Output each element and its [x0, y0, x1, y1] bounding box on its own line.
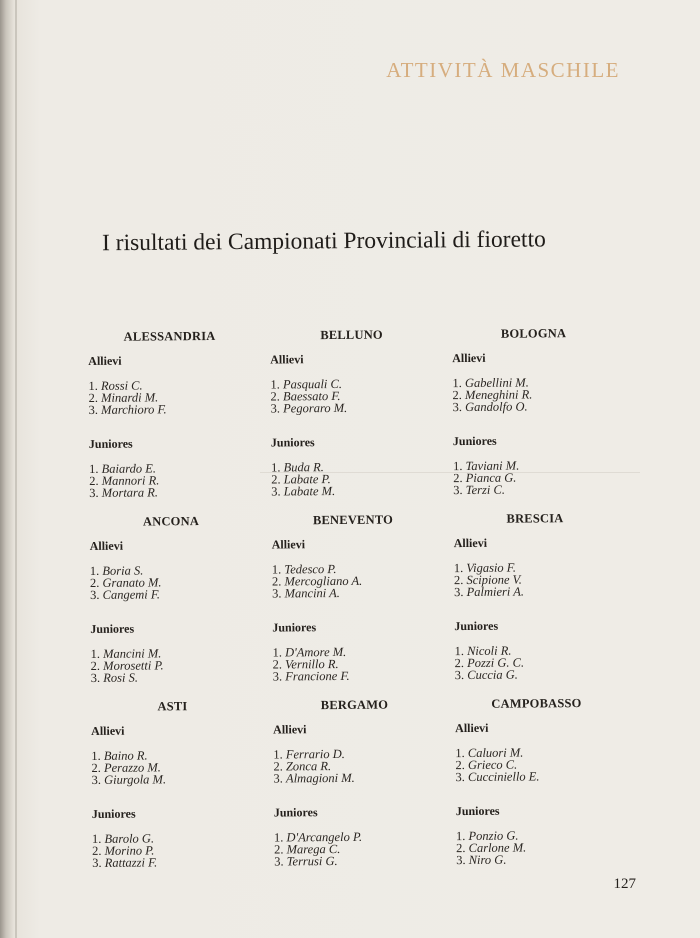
- athlete-name: Mortara R.: [101, 485, 159, 500]
- category-juniores: Juniores: [90, 621, 135, 636]
- rank-number: 2.: [89, 473, 102, 488]
- allievi-list: [270, 377, 439, 414]
- juniores-list: [89, 462, 258, 499]
- category-allievi: Allievi: [91, 723, 125, 738]
- rank-number: 2.: [272, 657, 286, 672]
- rank-number: 3.: [455, 769, 469, 785]
- rank-number: 2.: [271, 472, 284, 487]
- rank-number: 1.: [452, 375, 465, 391]
- rank-number: 2.: [88, 390, 102, 405]
- athlete-name: Terrusi G.: [286, 854, 338, 869]
- athlete-name: Perazzo M.: [103, 760, 161, 775]
- athlete-name: Niro G.: [468, 852, 507, 867]
- category-allievi: Allievi: [88, 353, 122, 368]
- page-title: I risultati dei Campionati Provinciali di fioretto: [101, 226, 546, 257]
- rank-number: 3.: [271, 484, 284, 499]
- rank-number: 2.: [92, 843, 105, 858]
- athlete-name: Morosetti P.: [103, 658, 164, 673]
- province-block: [447, 511, 623, 681]
- athlete-name: Mancini A.: [284, 585, 340, 601]
- province-name: ALESSANDRIA: [123, 328, 216, 344]
- category-juniores: Juniores: [452, 433, 497, 449]
- rank-number: 3.: [273, 771, 287, 786]
- province-block: [449, 696, 625, 866]
- rank-number: 3.: [453, 482, 466, 498]
- athlete-name: Gandolfo O.: [465, 399, 528, 414]
- juniores-list: [274, 830, 443, 867]
- category-allievi: Allievi: [453, 535, 488, 551]
- ranking-entry: [453, 400, 622, 413]
- category-juniores: Juniores: [270, 435, 315, 450]
- ranking-entry: [455, 770, 624, 783]
- athlete-name: Terzi C.: [465, 482, 505, 497]
- category-juniores: Juniores: [455, 803, 500, 819]
- athlete-name: Labate M.: [283, 484, 336, 499]
- rank-number: 1.: [271, 562, 285, 577]
- rank-number: 1.: [273, 747, 286, 762]
- allievi-list: [90, 564, 259, 601]
- rank-number: 2.: [454, 655, 468, 671]
- ranking-entry: [456, 853, 625, 866]
- page-number: 127: [613, 876, 636, 892]
- athlete-name: Palmieri A.: [466, 584, 525, 599]
- rank-number: 2.: [273, 759, 286, 774]
- athlete-name: Gabellini M.: [464, 375, 529, 390]
- rank-number: 2.: [455, 757, 468, 773]
- athlete-name: Boria S.: [102, 563, 144, 578]
- athlete-name: Buda R.: [283, 460, 324, 475]
- rank-number: 2.: [453, 572, 467, 588]
- athlete-name: Pasquali C.: [282, 376, 343, 392]
- athlete-name: Almagioni M.: [285, 770, 355, 786]
- allievi-list: [455, 746, 624, 783]
- category-allievi: Allievi: [89, 538, 124, 553]
- juniores-list: [90, 647, 259, 684]
- province-name: BERGAMO: [320, 697, 389, 713]
- athlete-name: Minardi M.: [100, 390, 159, 405]
- category-allievi: Allievi: [455, 720, 489, 736]
- athlete-name: Granato M.: [102, 575, 162, 590]
- athlete-name: Nicoli R.: [466, 643, 512, 658]
- category-juniores: Juniores: [454, 618, 499, 634]
- athlete-name: Vigasio F.: [466, 560, 516, 575]
- juniores-list: [92, 832, 261, 869]
- province-name: ASTI: [157, 699, 188, 714]
- allievi-list: [91, 749, 260, 786]
- rank-number: 1.: [271, 460, 284, 475]
- athlete-name: D'Arcangelo P.: [286, 829, 363, 845]
- ranking-entry: [91, 671, 260, 684]
- athlete-name: Mercogliano A.: [284, 573, 363, 589]
- athlete-name: Marega C.: [286, 841, 341, 857]
- ranking-entry: [454, 585, 623, 598]
- ranking-entry: [271, 484, 440, 497]
- athlete-name: Zonca R.: [285, 759, 332, 774]
- athlete-name: Baessato F.: [282, 388, 341, 404]
- province-block: [85, 699, 261, 869]
- allievi-list: [452, 376, 621, 413]
- athlete-name: Caluori M.: [467, 745, 524, 760]
- rank-number: 1.: [91, 748, 104, 763]
- athlete-name: Marchioro F.: [101, 402, 167, 417]
- rank-number: 3.: [272, 669, 286, 684]
- athlete-name: Tedesco P.: [284, 562, 337, 577]
- athlete-name: Baino R.: [103, 748, 148, 763]
- province-block: [264, 327, 440, 497]
- ranking-entry: [273, 669, 442, 682]
- rank-number: 1.: [453, 560, 467, 576]
- category-allievi: Allievi: [452, 350, 486, 366]
- rank-number: 1.: [89, 461, 102, 476]
- rank-number: 3.: [454, 667, 468, 683]
- athlete-name: Francione F.: [285, 668, 350, 684]
- athlete-name: Rattazzi F.: [104, 855, 158, 870]
- rank-number: 3.: [91, 772, 105, 787]
- juniores-list: [454, 644, 623, 681]
- athlete-name: Rossi C.: [100, 378, 143, 393]
- rank-number: 2.: [452, 387, 466, 403]
- results-grid: [82, 326, 626, 875]
- rank-number: 1.: [453, 458, 466, 474]
- athlete-name: Vernillo R.: [285, 656, 339, 672]
- province-block: [446, 326, 622, 496]
- allievi-list: [272, 562, 441, 599]
- athlete-name: Pozzi G. C.: [467, 655, 525, 670]
- juniores-list: [272, 645, 441, 682]
- province-block: [267, 697, 443, 867]
- athlete-name: Rosi S.: [103, 670, 139, 685]
- athlete-name: Ponzio G.: [468, 828, 519, 843]
- athlete-name: Ferrario D.: [285, 746, 345, 762]
- province-block: [82, 329, 258, 499]
- rank-number: 1.: [455, 828, 469, 844]
- athlete-name: Grieco C.: [467, 757, 518, 772]
- rank-number: 3.: [92, 855, 105, 870]
- allievi-list: [88, 379, 257, 416]
- rank-number: 1.: [90, 646, 104, 661]
- rank-number: 2.: [271, 574, 285, 589]
- province-block: [83, 514, 259, 684]
- category-allievi: Allievi: [271, 537, 306, 552]
- athlete-name: Labate P.: [283, 472, 331, 487]
- athlete-name: Taviani M.: [465, 458, 520, 473]
- athlete-name: D'Amore M.: [284, 644, 347, 660]
- athlete-name: Cuccia G.: [467, 667, 518, 682]
- rank-number: 2.: [91, 760, 104, 775]
- rank-number: 1.: [455, 745, 468, 761]
- juniores-list: [271, 460, 440, 497]
- rank-number: 1.: [89, 563, 103, 578]
- rank-number: 3.: [456, 852, 469, 868]
- rank-number: 3.: [454, 584, 467, 600]
- category-juniores: Juniores: [273, 805, 318, 820]
- province-name: BRESCIA: [506, 511, 564, 526]
- rank-number: 3.: [452, 399, 466, 415]
- province-name: BOLOGNA: [500, 326, 567, 341]
- rank-number: 2.: [456, 840, 469, 856]
- athlete-name: Scipione V.: [466, 572, 522, 587]
- rank-number: 3.: [90, 670, 104, 685]
- rank-number: 1.: [270, 377, 283, 392]
- category-allievi: Allievi: [270, 352, 304, 367]
- ranking-entry: [273, 771, 442, 784]
- ranking-entry: [455, 668, 624, 681]
- rank-number: 2.: [89, 575, 103, 590]
- juniores-list: [453, 459, 622, 496]
- athlete-name: Cangemi F.: [102, 587, 161, 602]
- rank-number: 2.: [274, 842, 287, 857]
- ranking-entry: [453, 483, 622, 496]
- allievi-list: [273, 747, 442, 784]
- rank-number: 1.: [88, 378, 101, 393]
- athlete-name: Mannori R.: [101, 473, 160, 488]
- athlete-name: Carlone M.: [468, 840, 527, 855]
- ranking-entry: [89, 486, 258, 499]
- rank-number: 2.: [270, 389, 284, 404]
- ranking-entry: [89, 403, 258, 416]
- category-juniores: Juniores: [272, 620, 317, 635]
- athlete-name: Baiardo E.: [101, 461, 157, 476]
- province-name: CAMPOBASSO: [491, 696, 582, 711]
- rank-number: 1.: [272, 645, 286, 660]
- athlete-name: Giurgola M.: [103, 772, 167, 787]
- athlete-name: Barolo G.: [104, 831, 155, 846]
- rank-number: 3.: [272, 586, 285, 601]
- province-block: [265, 512, 441, 682]
- category-juniores: Juniores: [91, 806, 136, 821]
- rank-number: 2.: [90, 658, 104, 673]
- juniores-list: [456, 829, 625, 866]
- binding-gutter: [15, 0, 17, 938]
- ranking-entry: [90, 588, 259, 601]
- province-name: ANCONA: [142, 514, 200, 529]
- athlete-name: Pegoraro M.: [283, 400, 348, 416]
- province-name: BELLUNO: [320, 327, 383, 343]
- rank-number: 1.: [273, 830, 287, 845]
- ranking-entry: [91, 773, 260, 786]
- category-allievi: Allievi: [273, 722, 307, 737]
- rank-number: 1.: [91, 831, 105, 846]
- ranking-entry: [271, 401, 440, 414]
- ranking-entry: [272, 586, 441, 599]
- allievi-list: [454, 561, 623, 598]
- athlete-name: Morino P.: [104, 843, 155, 858]
- athlete-name: Pianca G.: [465, 470, 517, 485]
- section-header: ATTIVITÀ MASCHILE: [386, 58, 620, 82]
- rank-number: 3.: [89, 485, 102, 500]
- athlete-name: Mancini M.: [102, 646, 162, 661]
- rank-number: 1.: [454, 643, 468, 659]
- rank-number: 3.: [270, 401, 284, 416]
- athlete-name: Cucciniello E.: [467, 769, 540, 784]
- rank-number: 3.: [90, 587, 103, 602]
- rank-number: 2.: [453, 470, 466, 486]
- province-name: BENEVENTO: [312, 512, 394, 528]
- athlete-name: Meneghini R.: [464, 387, 533, 402]
- rank-number: 3.: [88, 402, 102, 417]
- rank-number: 3.: [274, 854, 287, 869]
- category-juniores: Juniores: [88, 436, 133, 451]
- ranking-entry: [92, 856, 261, 869]
- ranking-entry: [274, 854, 443, 867]
